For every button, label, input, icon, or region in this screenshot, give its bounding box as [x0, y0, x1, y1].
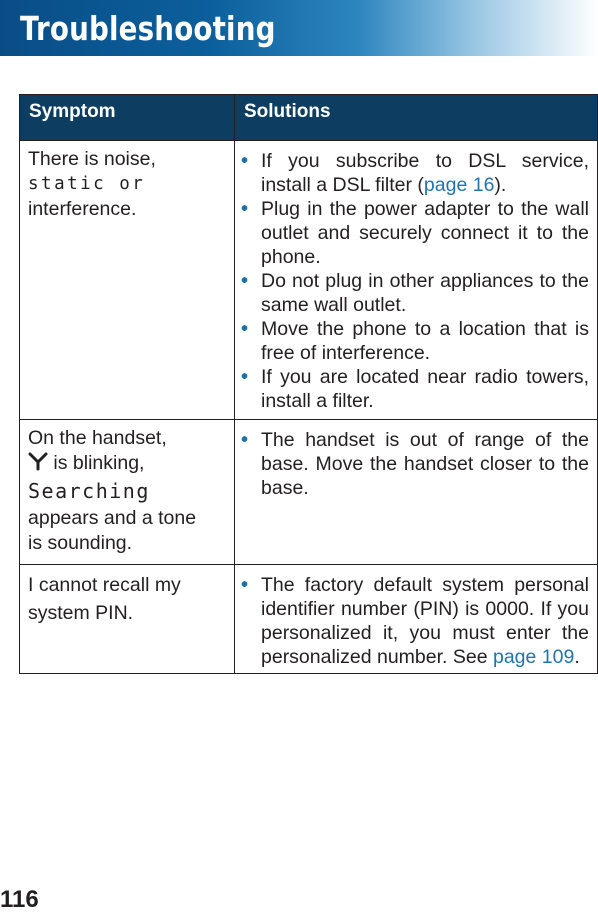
bullet-icon: •: [241, 429, 249, 451]
title-banner: [0, 0, 598, 56]
solutions-cell: [235, 141, 598, 420]
symptom-text: On the handset,: [28, 427, 167, 449]
solution-list: [241, 428, 589, 500]
table-row: [20, 565, 598, 674]
page-number: 116: [0, 886, 39, 913]
column-header-solutions: Solutions: [235, 95, 598, 141]
page-link[interactable]: page 16: [423, 174, 495, 196]
solution-item: • The handset is out of range of the base. Move the handset closer to the base.: [241, 429, 589, 499]
symptom-line-antenna: [28, 451, 228, 476]
bullet-icon: •: [241, 150, 249, 172]
symptom-text: interference.: [28, 198, 137, 220]
solution-list: [241, 149, 589, 413]
solution-item: • The factory default system personal identifier number (PIN) is 0000. If you personalized it, you must enter the personalized number. See page 109.: [241, 574, 589, 668]
display-text-searching: Searching: [28, 479, 150, 503]
symptom-text: system PIN.: [28, 602, 134, 624]
symptom-cell: [20, 565, 235, 674]
solution-item: • If you are located near radio towers, install a filter.: [241, 366, 589, 412]
symptom-text: I cannot recall my: [28, 574, 181, 596]
symptom-text: There is noise,: [28, 148, 156, 170]
bullet-icon: •: [241, 366, 249, 388]
antenna-icon: [28, 451, 48, 471]
troubleshooting-table: [19, 94, 598, 674]
page-title: Troubleshooting: [20, 9, 276, 48]
page-link[interactable]: page 109: [492, 646, 575, 668]
display-text-static-or: static or: [28, 174, 146, 194]
table-row: [20, 141, 598, 420]
bullet-icon: •: [241, 198, 249, 220]
symptom-cell: [20, 141, 235, 420]
solutions-cell: [235, 420, 598, 565]
solutions-cell: [235, 565, 598, 674]
table-header-row: [20, 95, 598, 141]
bullet-icon: •: [241, 574, 249, 596]
symptom-text: is sounding.: [28, 532, 133, 554]
symptom-text: appears and a tone: [28, 507, 197, 529]
bullet-icon: •: [241, 270, 249, 292]
solution-item: • Plug in the power adapter to the wall outlet and securely connect it to the phone.: [241, 198, 589, 268]
symptom-text: is blinking,: [53, 452, 145, 474]
table-row: [20, 420, 598, 565]
bullet-icon: •: [241, 318, 249, 340]
column-header-symptom: Symptom: [20, 95, 235, 141]
symptom-cell: [20, 420, 235, 565]
solution-item: • If you subscribe to DSL service, install a DSL filter (page 16).: [241, 150, 589, 196]
solution-list: [241, 573, 589, 669]
solution-item: • Do not plug in other appliances to the same wall outlet.: [241, 270, 589, 316]
solution-item: • Move the phone to a location that is free of interference.: [241, 318, 589, 364]
